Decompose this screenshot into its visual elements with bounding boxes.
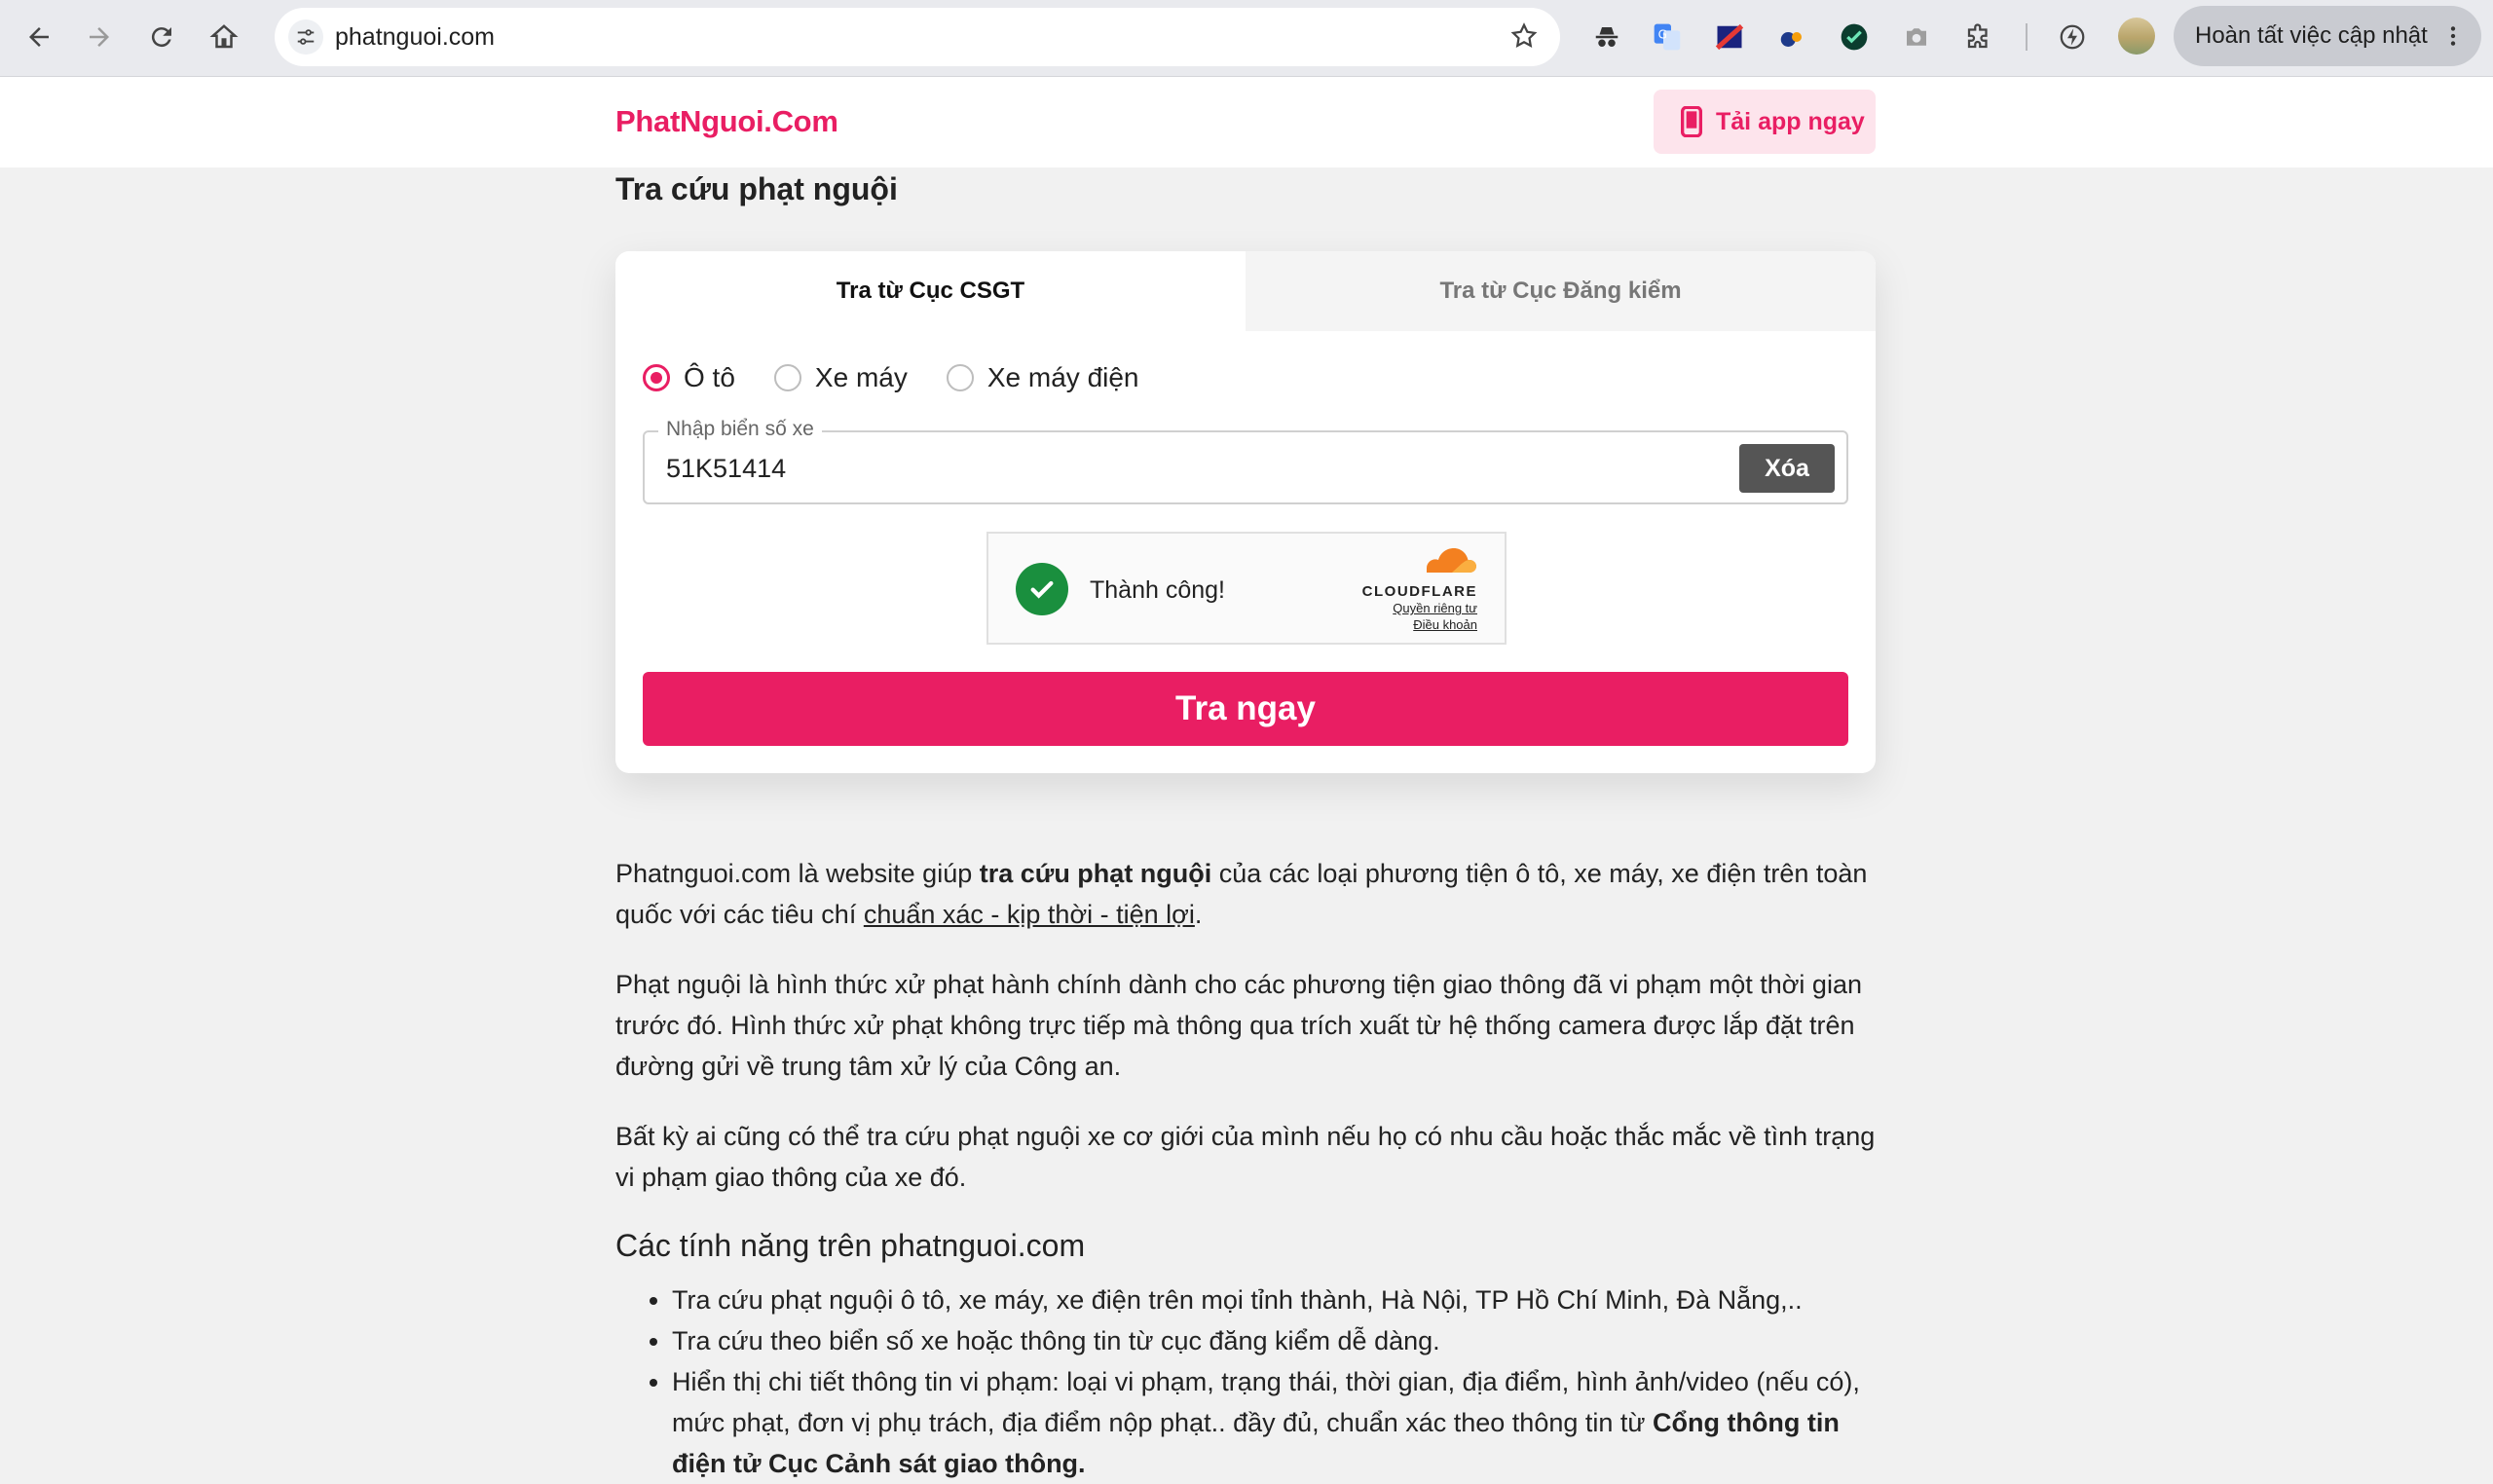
site-header xyxy=(0,77,2493,167)
back-button[interactable] xyxy=(16,14,62,60)
cloudflare-captcha[interactable] xyxy=(986,532,1507,645)
download-app-button[interactable] xyxy=(1654,90,1876,154)
audience-paragraph: Bất kỳ ai cũng có thể tra cứu phạt nguội xe cơ giới của mình nếu họ có nhu cầu hoặc thắc mắc về tình trạng vi phạm giao thông của xe đó. xyxy=(615,1122,1876,1192)
terms-link[interactable]: Điều khoản xyxy=(1413,617,1477,632)
svg-text:G: G xyxy=(1657,27,1667,42)
plate-number-field[interactable] xyxy=(643,418,1848,504)
puzzle-icon[interactable] xyxy=(1959,18,1998,56)
radio-xe-may-dien-indicator[interactable] xyxy=(947,364,974,391)
reload-button[interactable] xyxy=(138,14,185,60)
feature-3-bold: Cổng thông tin điện tử Cục Cảnh sát giao thông. xyxy=(672,1408,1840,1478)
intro-criteria: chuẩn xác - kịp thời - tiện lợi xyxy=(863,900,1195,929)
search-submit-button[interactable]: Tra ngay xyxy=(643,672,1848,746)
more-vert-icon[interactable] xyxy=(2440,23,2466,56)
radio-oto[interactable] xyxy=(643,362,735,393)
forward-arrow-icon xyxy=(85,22,114,52)
plate-number-label: Nhập biển số xe xyxy=(658,418,822,441)
definition-paragraph: Phạt nguội là hình thức xử phạt hành chính dành cho các phương tiện giao thông đã vi phạm một thời gian trước đó. Hình thức xử phạt không trực tiếp mà thông qua trích xuất từ hệ thống camera được lắp đặt trên đường gửi về trung tâm xử lý của Công an. xyxy=(615,970,1862,1081)
lightning-icon[interactable] xyxy=(2053,18,2092,56)
list-item: • Tra cứu phạt nguội ô tô, xe máy, xe điện trên mọi tỉnh thành, Hà Nội, TP Hồ Chí Minh, Đà Nẵng,.. xyxy=(672,1280,1881,1320)
intro-paragraph xyxy=(615,853,1881,935)
radio-xe-may-indicator[interactable] xyxy=(774,364,801,391)
shield-extension-icon[interactable] xyxy=(1835,18,1874,56)
tune-icon xyxy=(295,26,316,48)
url-text[interactable]: phatnguoi.com xyxy=(335,23,496,51)
profile-avatar[interactable] xyxy=(2118,18,2155,55)
radio-xe-may-label[interactable]: Xe máy xyxy=(814,362,908,392)
forward-button[interactable] xyxy=(76,14,123,60)
intro-text-3: . xyxy=(1194,900,1203,929)
phone-icon xyxy=(1681,106,1702,137)
intro-bold: tra cứu phạt nguội xyxy=(979,859,1212,888)
clear-button[interactable]: Xóa xyxy=(1739,444,1835,493)
source-tabs xyxy=(615,251,1876,331)
browser-toolbar xyxy=(0,0,2493,77)
page-title: Tra cứu phạt nguội xyxy=(615,171,898,206)
list-item: • Tra cứu theo biển số xe hoặc thông tin từ cục đăng kiểm dễ dàng. xyxy=(672,1320,1881,1361)
bookmark-star-icon[interactable] xyxy=(1509,21,1539,56)
feature-3-text: Hiển thị chi tiết thông tin vi phạm: loại vi phạm, trạng thái, thời gian, địa điểm, hình ảnh/video (nếu có), mức phạt, đơn vị phụ trách, địa điểm nộp phạt.. đầy đủ, chuẩn xác theo thông tin từ xyxy=(672,1367,1860,1437)
bird-extension-icon[interactable] xyxy=(1772,18,1811,56)
success-check-icon xyxy=(1016,563,1068,615)
list-item xyxy=(672,1361,1881,1484)
home-icon xyxy=(209,22,239,52)
tab-dang-kiem[interactable]: Tra từ Cục Đăng kiểm xyxy=(1246,251,1876,331)
cloudflare-cloud-icon xyxy=(1413,545,1477,576)
privacy-link[interactable]: Quyền riêng tư xyxy=(1393,601,1477,615)
update-button[interactable] xyxy=(2174,6,2481,66)
radio-oto-label[interactable]: Ô tô xyxy=(684,362,735,392)
article-content xyxy=(615,853,1881,1484)
home-button[interactable] xyxy=(201,14,247,60)
camera-icon[interactable] xyxy=(1897,18,1936,56)
intro-text-1: Phatnguoi.com là website giúp xyxy=(615,859,980,888)
toolbar-separator xyxy=(2026,23,2028,51)
flag-extension-icon[interactable] xyxy=(1710,18,1749,56)
intro-text-2: của các loại phương tiện ô tô, xe máy, xe điện trên toàn quốc với các tiêu chí xyxy=(615,859,1868,929)
features-heading: Các tính năng trên phatnguoi.com xyxy=(615,1228,1086,1263)
plate-number-input[interactable]: 51K51414 xyxy=(666,454,787,483)
translate-icon[interactable] xyxy=(1648,18,1687,56)
vehicle-type-group xyxy=(643,362,1178,393)
update-label: Hoàn tất việc cập nhật xyxy=(2195,22,2428,49)
radio-oto-indicator[interactable] xyxy=(643,364,670,391)
radio-xe-may[interactable] xyxy=(774,362,908,393)
download-app-label: Tải app ngay xyxy=(1716,107,1865,135)
radio-xe-may-dien-label[interactable]: Xe máy điện xyxy=(986,362,1139,392)
address-bar[interactable] xyxy=(275,8,1560,66)
cloudflare-wordmark: CLOUDFLARE xyxy=(1361,583,1477,600)
captcha-message: Thành công! xyxy=(1090,576,1225,604)
lookup-card xyxy=(615,251,1876,773)
tab-csgt[interactable]: Tra từ Cục CSGT xyxy=(615,251,1246,331)
features-list xyxy=(615,1280,1881,1484)
radio-xe-may-dien[interactable] xyxy=(947,362,1139,393)
reload-icon xyxy=(147,22,176,52)
back-arrow-icon xyxy=(24,22,54,52)
site-logo[interactable]: PhatNguoi.Com xyxy=(615,104,838,138)
cloudflare-branding xyxy=(1341,545,1477,633)
site-info-button[interactable] xyxy=(288,19,323,55)
spy-icon[interactable] xyxy=(1587,18,1626,56)
